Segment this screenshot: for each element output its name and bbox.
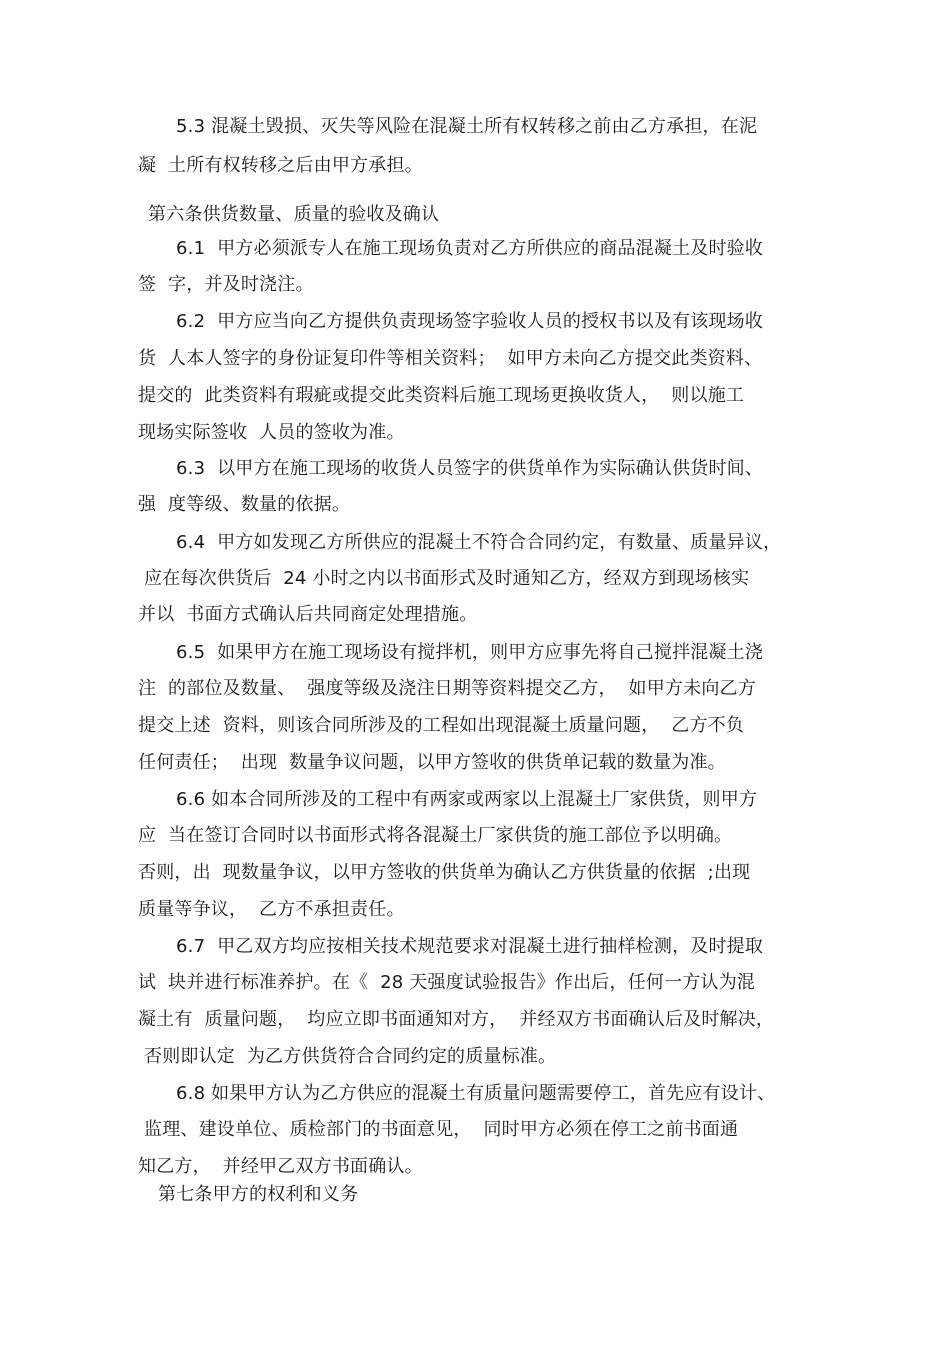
text-line: 否则即认定 为乙方供货符合合同约定的质量标准。: [144, 1046, 557, 1067]
text-line: 货 人本人签字的身份证复印件等相关资料； 如甲方未向乙方提交此类资料、: [138, 348, 763, 369]
text-line: 6.2 甲方应当向乙方提供负责现场签字验收人员的授权书以及有该现场收: [176, 311, 764, 332]
text-line: 6.5 如果甲方在施工现场设有搅拌机，则甲方应事先将自己搅拌混凝土浇: [176, 642, 764, 663]
text-line: 现场实际签收 人员的签收为准。: [138, 422, 405, 443]
text-line: 应 当在签订合同时以书面形式将各混凝土厂家供货的施工部位予以明确。: [138, 825, 733, 846]
text-line: 应在每次供货后 24 小时之内以书面形式及时通知乙方，经双方到现场核实: [144, 568, 750, 589]
text-line: 凝 土所有权转移之后由甲方承担。: [138, 155, 423, 176]
text-line: 注 的部位及数量、 强度等级及浇注日期等资料提交乙方， 如甲方未向乙方: [138, 678, 756, 699]
text-line: 6.8 如果甲方认为乙方供应的混凝土有质量问题需要停工，首先应有设计、: [176, 1083, 776, 1104]
text-line: 6.7 甲乙双方均应按相关技术规范要求对混凝土进行抽样检测，及时提取: [176, 936, 764, 957]
text-line: 5.3 混凝土毁损、灭失等风险在混凝土所有权转移之前由乙方承担，在泥: [176, 116, 758, 137]
section-heading: 第六条供货数量、质量的验收及确认: [148, 204, 440, 225]
section-heading: 第七条甲方的权利和义务: [158, 1184, 359, 1205]
text-line: 6.6 如本合同所涉及的工程中有两家或两家以上混凝土厂家供货，则甲方: [176, 789, 758, 810]
text-line: 提交上述 资料，则该合同所涉及的工程如出现混凝土质量问题， 乙方不负: [138, 715, 745, 736]
text-line: 6.1 甲方必须派专人在施工现场负责对乙方所供应的商品混凝土及时验收: [176, 238, 764, 259]
text-line: 6.4 甲方如发现乙方所供应的混凝土不符合合同约定，有数量、质量异议，: [176, 532, 782, 553]
text-line: 签 字，并及时浇注。: [138, 274, 314, 295]
text-line: 知乙方， 并经甲乙双方书面确认。: [138, 1156, 423, 1177]
text-line: 强 度等级、数量的依据。: [138, 494, 351, 515]
text-line: 否则，出 现数量争议，以甲方签收的供货单为确认乙方供货量的依据 ;出现: [138, 862, 751, 883]
text-line: 凝土有 质量问题， 均应立即书面通知对方， 并经双方书面确认后及时解决，: [138, 1009, 775, 1030]
text-line: 监理、建设单位、质检部门的书面意见， 同时甲方必须在停工之前书面通: [144, 1119, 739, 1140]
text-line: 并以 书面方式确认后共同商定处理措施。: [138, 604, 478, 625]
text-line: 6.3 以甲方在施工现场的收货人员签字的供货单作为实际确认供货时间、: [176, 458, 764, 479]
text-line: 提交的 此类资料有瑕疵或提交此类资料后施工现场更换收货人， 则以施工: [138, 385, 745, 406]
text-line: 任何责任； 出现 数量争议问题，以甲方签收的供货单记载的数量为准。: [138, 752, 726, 773]
text-line: 质量等争议， 乙方不承担责任。: [138, 899, 405, 920]
text-line: 试 块并进行标准养护。在《 28 天强度试验报告》作出后，任何一方认为混: [138, 972, 756, 993]
